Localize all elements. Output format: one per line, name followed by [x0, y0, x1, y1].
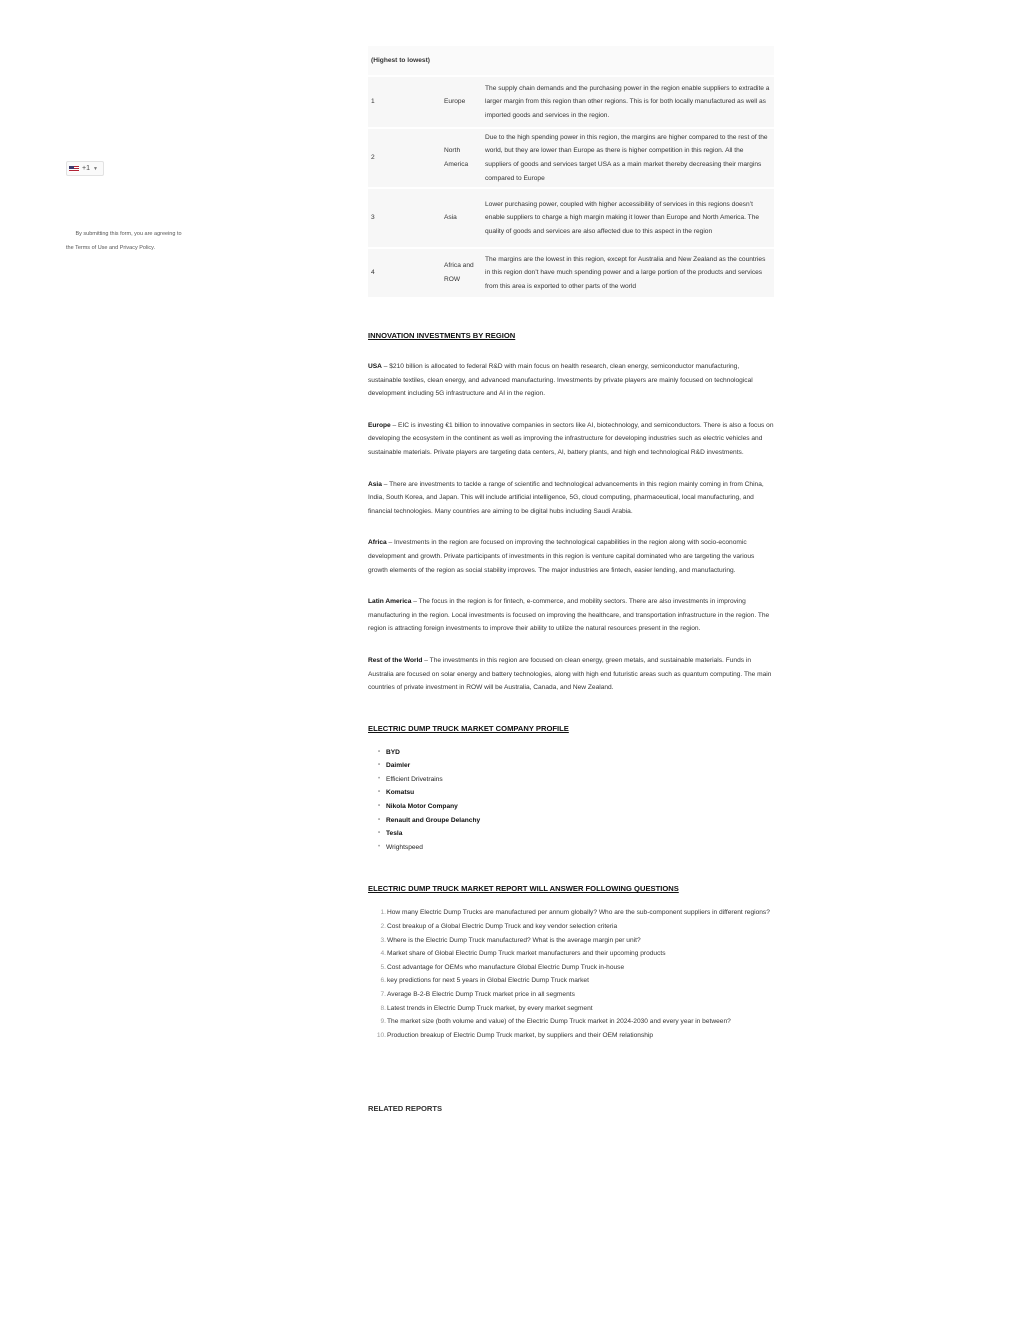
list-text: Market share of Global Electric Dump Truck market manufacturers and their upcoming products: [387, 950, 666, 958]
innovation-paragraph-latin-america: [368, 595, 774, 636]
list-item: • Renault and Groupe Delanchy: [378, 814, 774, 828]
table-row: [368, 76, 774, 128]
list-text: Cost advantage for OEMs who manufacture Global Electric Dump Truck in-house: [387, 963, 625, 971]
innovation-paragraph-asia: [368, 478, 774, 519]
table-row: [368, 188, 774, 248]
region-text: – The investments in this region are focused on clean energy, green metals, and sustainable materials. Funds in Australia are focused on solar energy and battery technologies, along with high end futuristic areas such as quantum computing. The main countries of private investment in ROW will be Australia, Canada, and New Zealand.: [368, 656, 772, 692]
region-text: – EIC is investing €1 billion to innovative companies in sectors like AI, biotechnology, and semiconductors. There is also a focus on developing the ecosystem in the continent as well as improving the infrastructure for developing industries such as electric vehicles and sustainable materials. Private players are targeting data centers, AI, battery plants, and high end technological R&D investments.: [368, 421, 774, 456]
description-cell: Lower purchasing power, coupled with higher accessibility of services in this regions doesn’t enable suppliers to charge a high margin making it lower than Europe and North America. The quality of goods and services are also affected due to this aspect in the region: [482, 188, 774, 248]
company-profile-heading: ELECTRIC DUMP TRUCK MARKET COMPANY PROFILE: [368, 723, 569, 733]
list-item: [368, 1015, 774, 1029]
list-text: Average B-2-B Electric Dump Truck market price in all segments: [387, 991, 575, 998]
rank-cell: 1: [368, 76, 441, 128]
region-label: Asia: [368, 480, 382, 488]
region-text: – The focus in the region is for fintech, e-commerce, and mobility sectors. There are also investments in improving manufacturing in the region. Local investments is focused on improving the healthcare, and transportation infrastructure in the region. The region is attracting foreign investments to improve their ability to utilize the natural resources present in the region.: [368, 598, 770, 633]
innovation-paragraph-africa: [368, 536, 774, 577]
region-text: – Investments in the region are focused on improving the technological capabilities in the region along with socio-economic development and growth. Private participants of investments in this region is venture capital dominated who are targeting the various growth elements of the region as social stability improves. The major industries are fintech, easier lending, and manufacturing.: [368, 539, 755, 574]
description-cell: The supply chain demands and the purchasing power in the region enable suppliers to extradite a larger margin from this region than other regions. This is for both locally manufactured as well as imported goods and services in the region.: [482, 76, 774, 128]
consent-line-1: By submitting this form, you are agreeing to: [75, 231, 182, 237]
description-cell: Due to the high spending power in this region, the margins are higher compared to the rest of the world, but they are lower than Europe as there is higher competition in this region. All the suppliers of goods and services target USA as a main market thereby decreasing their margins compared to Europe: [482, 128, 774, 188]
us-flag-icon: [69, 166, 79, 172]
innovation-heading: INNOVATION INVESTMENTS BY REGION: [368, 331, 516, 340]
rank-cell: 3: [368, 188, 441, 248]
table-row: [368, 128, 774, 188]
list-item: [368, 1002, 774, 1016]
margin-table: [368, 46, 774, 297]
list-text: Cost breakup of a Global Electric Dump Truck and key vendor selection criteria: [387, 923, 618, 931]
innovation-paragraph-usa: [368, 360, 774, 401]
list-number: 5.: [380, 963, 386, 971]
list-item: [368, 947, 774, 961]
list-item: • Nikola Motor Company: [378, 800, 774, 814]
list-item: [368, 906, 774, 920]
list-number: 3.: [380, 936, 386, 944]
list-item: [368, 961, 774, 975]
form-consent-text: [66, 228, 191, 255]
consent-line-2: the Terms of Use and Privacy Policy.: [66, 244, 156, 251]
list-number: 7.: [380, 991, 386, 998]
list-number: 9.: [380, 1018, 386, 1026]
list-item: • Tesla: [378, 827, 774, 841]
table-header-row: [368, 46, 774, 76]
list-text: The market size (both volume and value) of the Electric Dump Truck market in 2024-2030 and every year in between?: [387, 1018, 731, 1026]
article-body: [368, 46, 774, 1113]
list-text: Latest trends in Electric Dump Truck market, by every market segment: [387, 1004, 593, 1012]
region-text: – There are investments to tackle a range of scientific and technological advancements in this region mainly coming in from China, India, South Korea, and Japan. This will include artificial intelligence, 5G, cloud computing, pharmaceutical, local manufacturing, and financial technologies. Many countries are aiming to be digital hubs including Saudi Arabia.: [368, 480, 764, 515]
table-header-cell: (Highest to lowest): [368, 46, 441, 76]
table-row: [368, 248, 774, 297]
list-item: • Komatsu: [378, 786, 774, 800]
list-number: 4.: [380, 950, 386, 958]
company-list: [368, 746, 774, 855]
list-text: key predictions for next 5 years in Global Electric Dump Truck market: [387, 977, 589, 985]
rank-cell: 4: [368, 248, 441, 297]
list-item: • BYD: [378, 746, 774, 760]
list-item: [368, 988, 774, 1002]
innovation-paragraph-europe: [368, 419, 774, 460]
list-item: [368, 974, 774, 988]
list-number: 2.: [380, 923, 386, 931]
phone-code: +1: [82, 165, 90, 172]
rank-cell: 2: [368, 128, 441, 188]
region-cell: North America: [441, 128, 482, 188]
region-label: USA: [368, 363, 382, 370]
region-cell: Asia: [441, 188, 482, 248]
list-text: Production breakup of Electric Dump Truck market, by suppliers and their OEM relationship: [387, 1031, 654, 1039]
list-text: How many Electric Dump Trucks are manufactured per annum globally? Who are the sub-component suppliers in different regions?: [387, 909, 770, 917]
region-cell: Europe: [441, 76, 482, 128]
list-item: [368, 934, 774, 948]
innovation-paragraph-row: [368, 654, 774, 695]
list-item: [368, 920, 774, 934]
region-label: Europe: [368, 421, 391, 429]
list-number: 1.: [380, 909, 386, 917]
region-label: Rest of the World: [368, 656, 423, 664]
description-cell: The margins are the lowest in this region, except for Australia and New Zealand as the countries in this region don’t have much spending power and a large portion of the products and services from this area is exported to other parts of the world: [482, 248, 774, 297]
related-reports-heading: RELATED REPORTS: [368, 1104, 443, 1114]
questions-heading: ELECTRIC DUMP TRUCK MARKET REPORT WILL ANSWER FOLLOWING QUESTIONS: [368, 884, 679, 894]
region-label: Latin America: [368, 598, 412, 606]
list-number: 10.: [376, 1031, 386, 1039]
list-text: Where is the Electric Dump Truck manufactured? What is the average margin per unit?: [387, 936, 641, 944]
questions-list: [368, 906, 774, 1042]
chevron-down-icon: ▼: [92, 165, 98, 172]
region-cell: Africa and ROW: [441, 248, 482, 297]
list-item: • Wrightspeed: [378, 841, 774, 855]
list-item: • Daimler: [378, 759, 774, 773]
phone-country-select[interactable]: [66, 161, 104, 176]
list-number: 6.: [380, 977, 386, 985]
list-item: [368, 1029, 774, 1043]
region-text: – $210 billion is allocated to federal R&D with main focus on health research, clean energy, semiconductor manufacturing, sustainable textiles, clean energy, and advanced manufacturing. Investments by private players are mainly focused on technological development including 5G infrastructure and AI in the region.: [368, 363, 753, 398]
list-item: • Efficient Drivetrains: [378, 773, 774, 787]
list-number: 8.: [380, 1004, 386, 1012]
region-label: Africa: [368, 539, 387, 547]
